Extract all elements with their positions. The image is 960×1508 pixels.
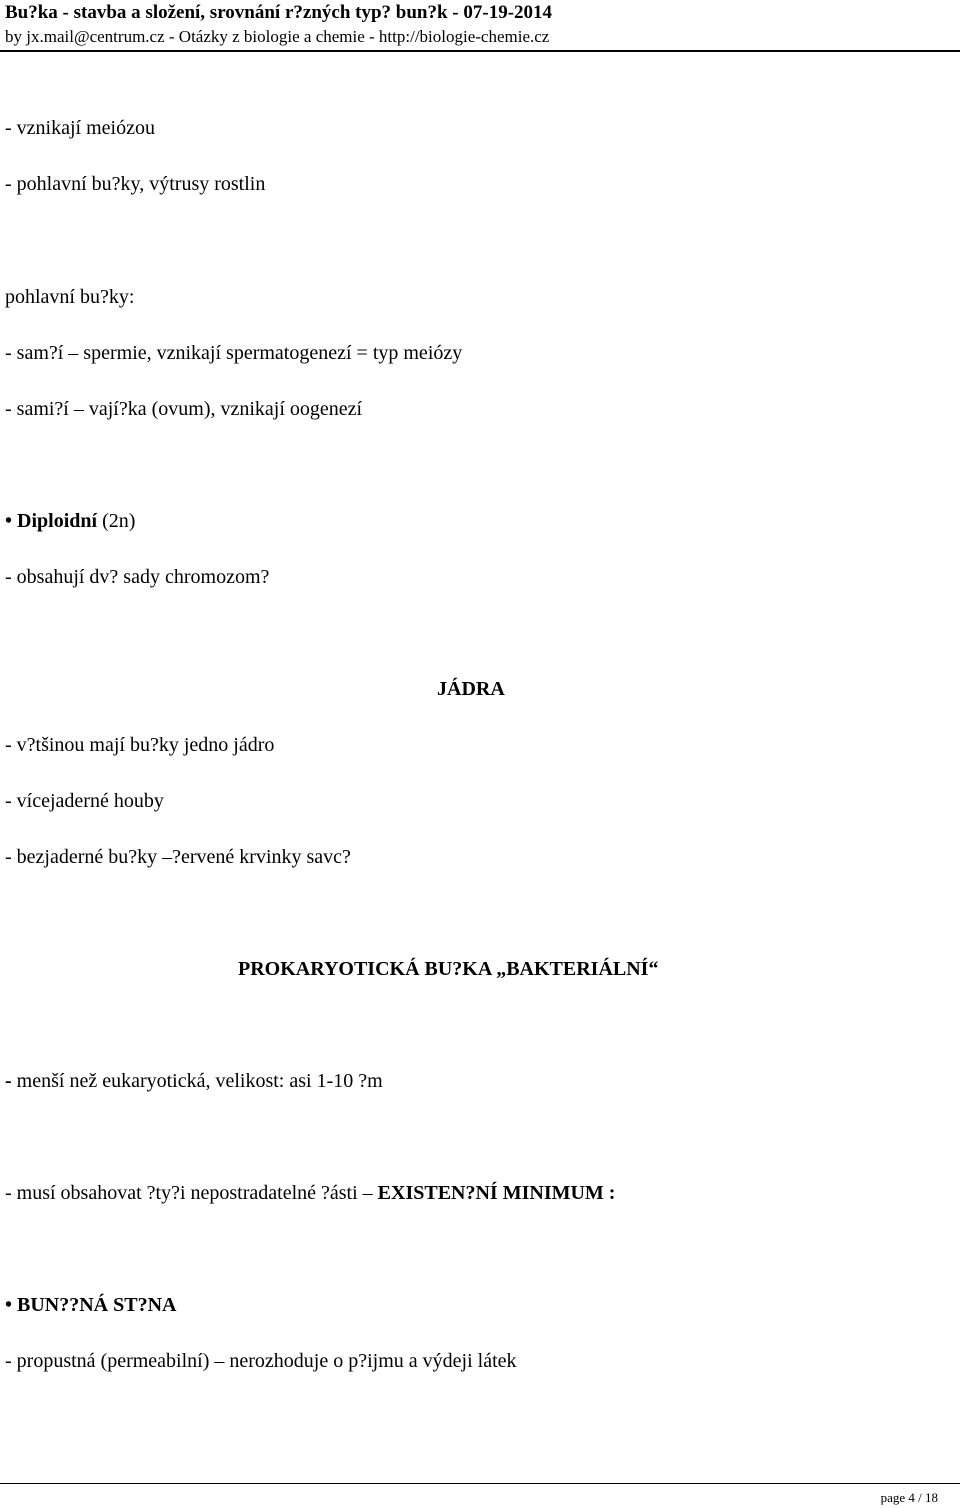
- text-line: - sami?í – vají?ka (ovum), vznikají oogenezí: [5, 398, 363, 420]
- text-line: pohlavní bu?ky:: [5, 286, 135, 308]
- diploid-note: (2n): [97, 510, 136, 532]
- dash-bold: -: [5, 1070, 12, 1092]
- text-line: - vznikají meiózou: [5, 117, 155, 139]
- text-line: [5, 1181, 615, 1205]
- section-heading-prokaryotic: PROKARYOTICKÁ BU?KA „BAKTERIÁLNÍ“: [238, 958, 659, 980]
- diploid-term: Diploidní: [17, 510, 98, 532]
- page-header: [0, 0, 960, 52]
- header-divider: [0, 50, 960, 52]
- footer-divider: [0, 1483, 960, 1484]
- page-number: page 4 / 18: [880, 1490, 938, 1505]
- text-line: - sam?í – spermie, vznikají spermatogenezí = typ meiózy: [5, 342, 463, 364]
- text-line: [5, 1069, 383, 1093]
- text-line: - obsahují dv? sady chromozom?: [5, 566, 270, 588]
- bullet-item-diploid: [5, 509, 135, 533]
- document-title: Bu?ka - stavba a složení, srovnání r?zných typ? bun?k - 07-19-2014: [5, 2, 553, 23]
- bullet-icon: •: [5, 510, 13, 532]
- document-byline: by jx.mail@centrum.cz - Otázky z biologie a chemie - http://biologie-chemie.cz: [5, 27, 550, 46]
- bullet-icon: •: [5, 1294, 13, 1316]
- existence-minimum-term: EXISTEN?NÍ MINIMUM :: [377, 1182, 616, 1204]
- cell-wall-term: BUN??NÁ ST?NA: [17, 1294, 177, 1316]
- text-line: - bezjaderné bu?ky –?ervené krvinky savc?: [5, 846, 351, 868]
- text-line: - v?tšinou mají bu?ky jedno jádro: [5, 734, 275, 756]
- text-line: - vícejaderné houby: [5, 790, 164, 812]
- bullet-item-cell-wall: [5, 1293, 176, 1317]
- text-line: - propustná (permeabilní) – nerozhoduje o p?ijmu a výdeji látek: [5, 1350, 517, 1372]
- text-span: - musí obsahovat ?ty?i nepostradatelné ?ásti –: [5, 1182, 378, 1204]
- text-span: menší než eukaryotická, velikost: asi 1-10 ?m: [11, 1070, 383, 1092]
- text-line: - pohlavní bu?ky, výtrusy rostlin: [5, 173, 266, 195]
- section-heading-jadra: JÁDRA: [437, 678, 505, 700]
